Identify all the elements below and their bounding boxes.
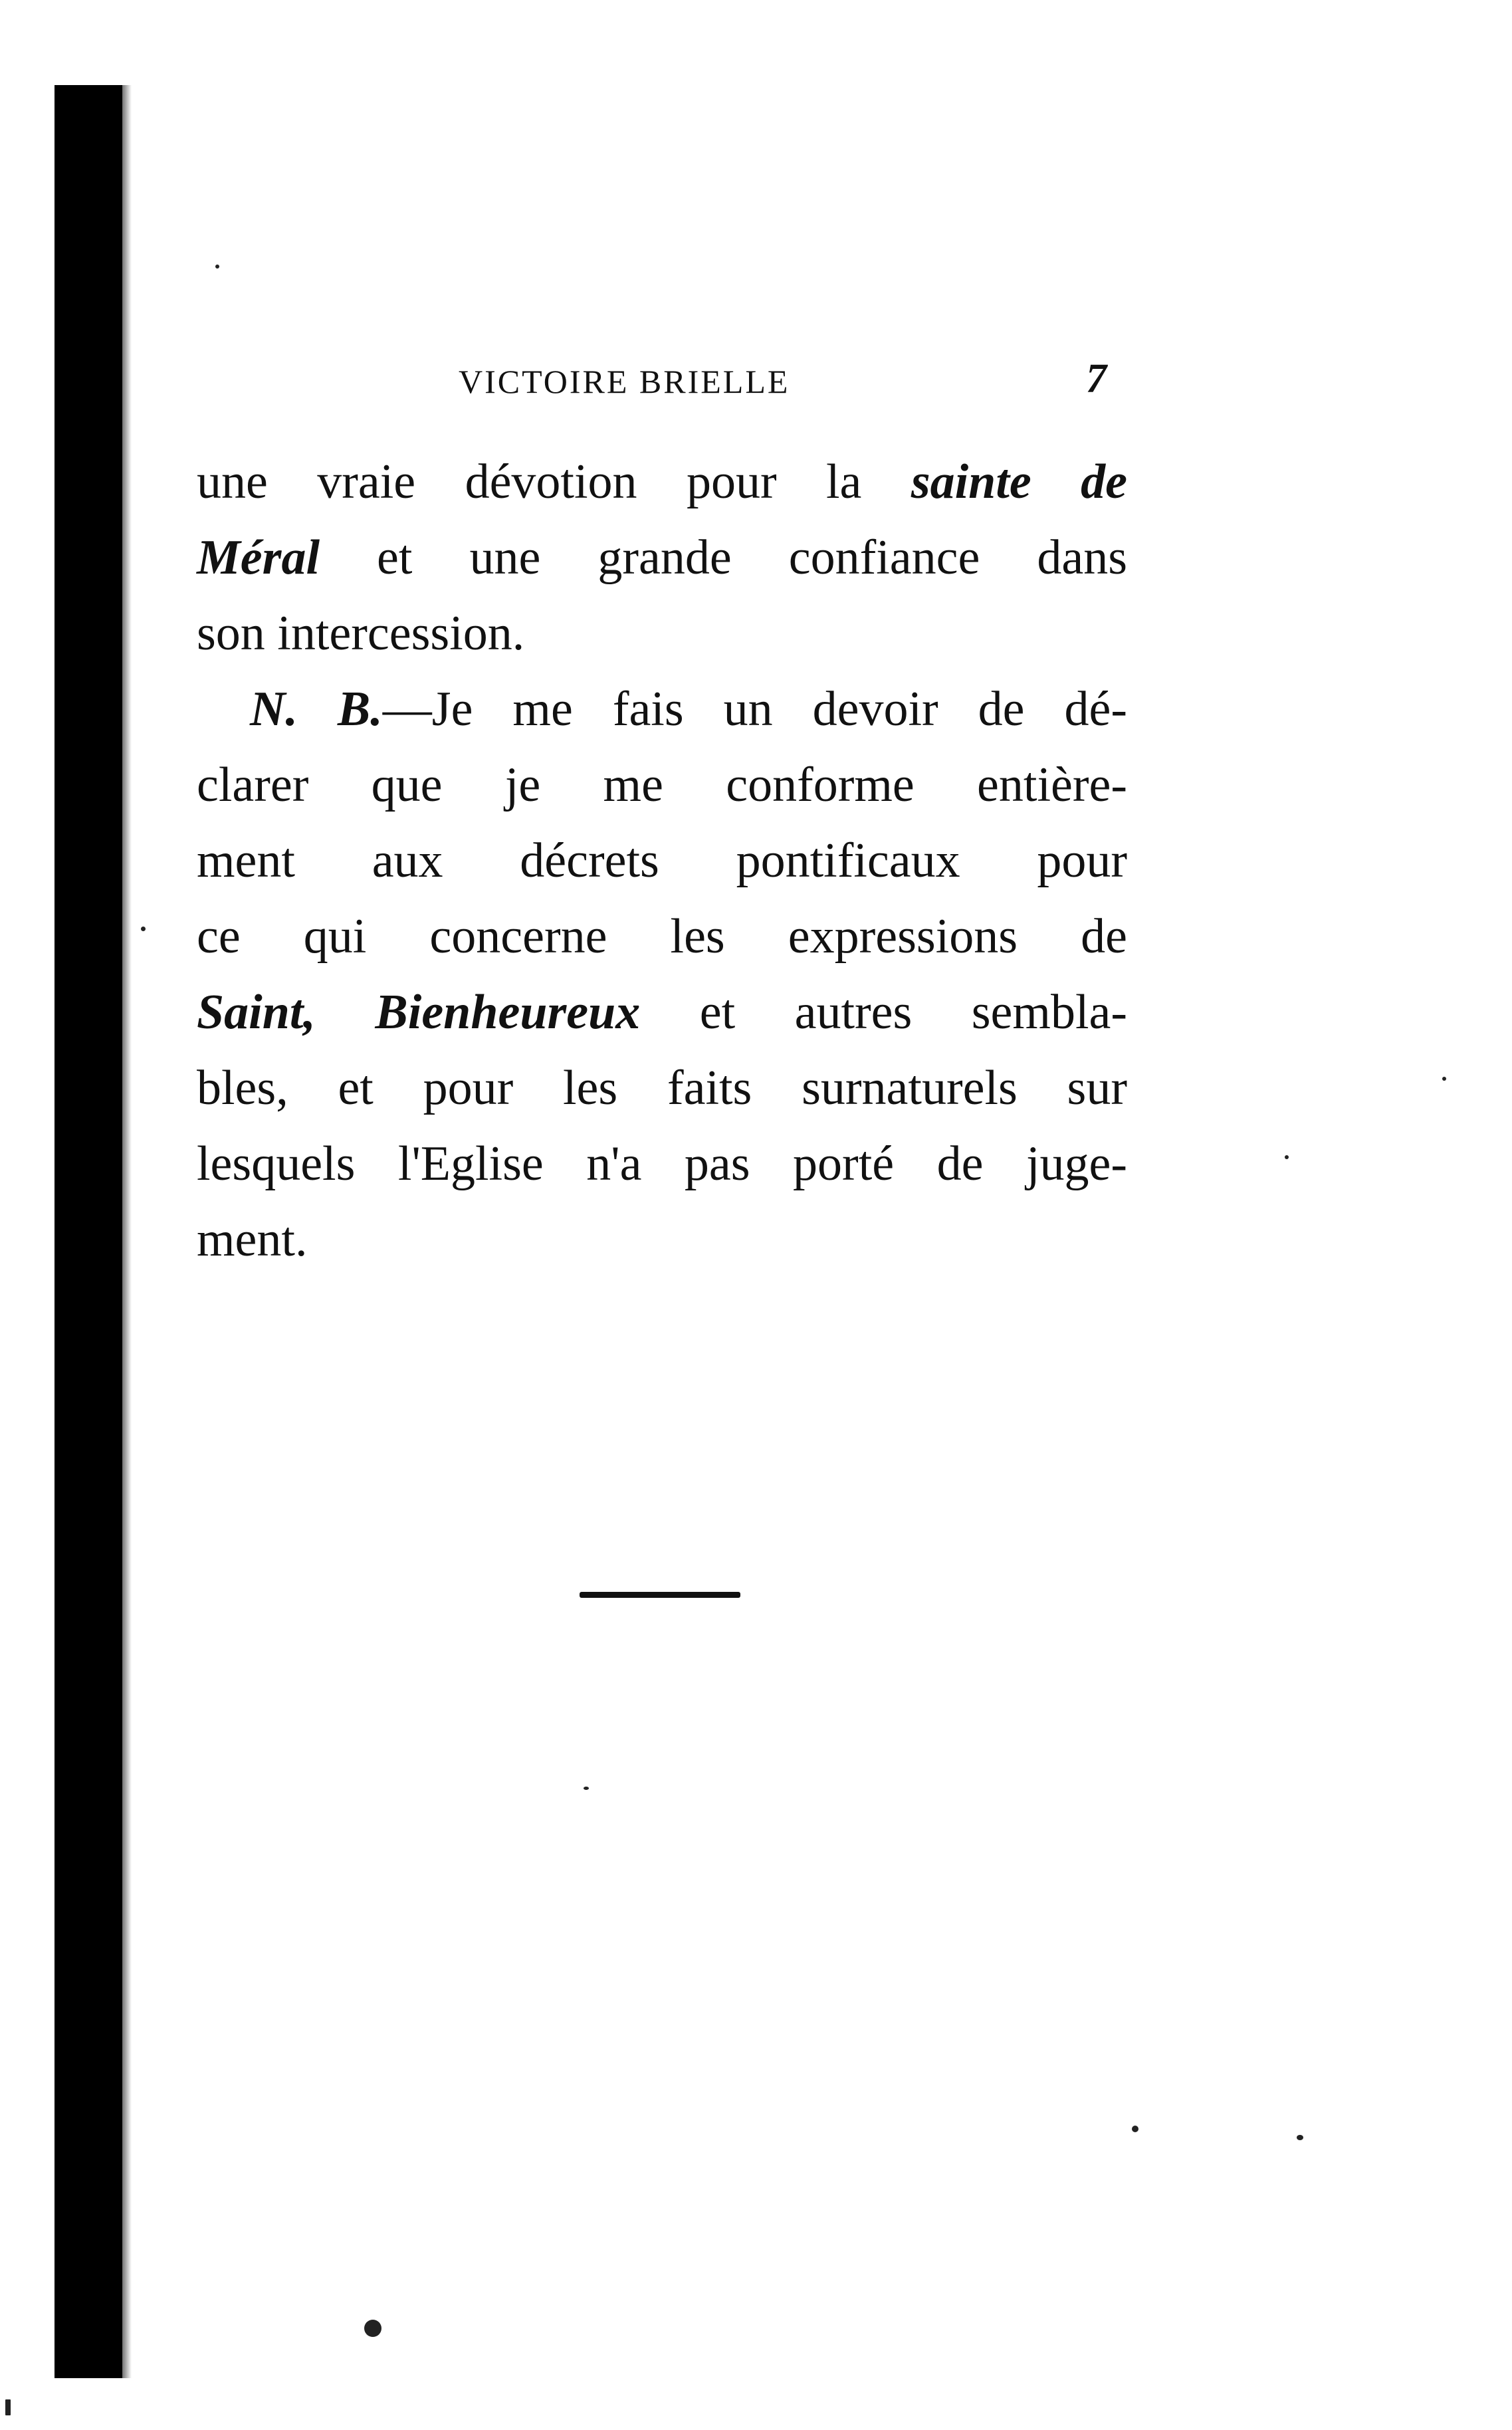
text-line: son intercession. (197, 606, 525, 661)
text-line (197, 671, 1127, 747)
text-span: une vraie dévotion pour la (197, 455, 911, 509)
page-number: 7 (1086, 356, 1107, 401)
text-line: ment. (197, 1212, 308, 1267)
text-line: ment aux décrets pontificaux pour (197, 833, 1127, 888)
scan-speck (1132, 2126, 1138, 2132)
text-line (197, 974, 1127, 1050)
end-rule (580, 1592, 740, 1598)
text-span: —Je me fais un devoir de dé- (382, 682, 1127, 736)
scan-speck (364, 2320, 381, 2337)
scanned-binding-edge (54, 85, 122, 2378)
text-line: clarer que je me conforme entière- (197, 758, 1127, 812)
scan-speck (5, 2399, 11, 2415)
italic-text: Saint, (197, 985, 316, 1040)
text-line: bles, et pour les faits surnaturels sur (197, 1061, 1127, 1115)
italic-text: Bienheureux (375, 985, 641, 1040)
scan-speck (584, 1787, 589, 1790)
text-line: ce qui concerne les expressions de (197, 909, 1127, 964)
italic-text: sainte de (911, 455, 1128, 509)
scan-speck (215, 265, 219, 269)
scan-speck (1285, 1155, 1289, 1159)
italic-text: N. B. (250, 682, 383, 736)
text-span: et une grande confiance dans (320, 530, 1127, 585)
scan-speck (141, 927, 146, 931)
running-head: VICTOIRE BRIELLE (459, 363, 790, 400)
text-line (197, 444, 1127, 520)
scan-speck (1442, 1077, 1446, 1081)
text-line: lesquels l'Eglise n'a pas porté de juge- (197, 1137, 1127, 1191)
scan-speck (1297, 2135, 1303, 2140)
italic-text: Méral (197, 530, 320, 585)
text-span: et autres sembla- (640, 985, 1128, 1040)
body-text (197, 444, 1127, 1277)
text-line (197, 520, 1127, 596)
